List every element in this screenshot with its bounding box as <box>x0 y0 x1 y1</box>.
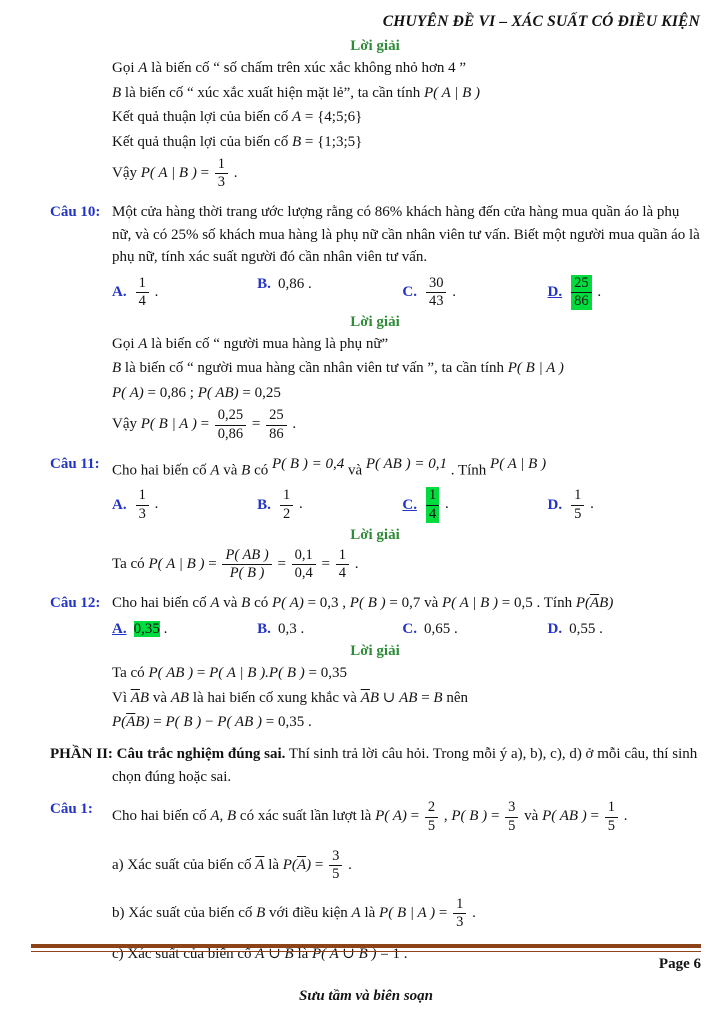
option-a <box>112 274 257 311</box>
text-run: nên <box>442 689 469 706</box>
math-run: P( B ) <box>451 808 488 825</box>
text-run: và <box>219 594 242 611</box>
fraction-denominator: 4 <box>138 292 146 309</box>
option-letter: A. <box>112 621 127 638</box>
option-c <box>402 274 547 311</box>
fraction-numerator: 1 <box>571 487 584 505</box>
math-run: B <box>112 84 122 101</box>
text-run: = 0,86 ; <box>143 384 198 401</box>
question-text <box>112 592 700 615</box>
text-run: . <box>593 283 602 300</box>
fraction <box>280 487 293 522</box>
text-run: và <box>219 461 242 478</box>
math-run: P( B | A ) <box>379 904 436 921</box>
fraction-denominator: P( B ) <box>229 564 265 581</box>
overline-math-run: $\overline{A}$ <box>255 856 265 873</box>
text-run: là <box>293 946 313 963</box>
text-run: = <box>248 416 265 433</box>
math-run: P( A | B ) <box>441 594 499 611</box>
fraction <box>292 547 316 582</box>
text-run: , <box>440 808 452 825</box>
solution-line <box>112 131 700 154</box>
statement-a <box>112 847 700 884</box>
fraction-denominator: 86 <box>269 425 284 442</box>
text-run: . <box>288 416 297 433</box>
math-run: B <box>139 689 150 706</box>
text-run: . <box>620 808 628 825</box>
math-run: P( A ∪ B ) <box>312 946 377 963</box>
text-run: 0,55 . <box>569 621 603 638</box>
solution-line <box>112 711 700 734</box>
text-run: Kết quả thuận lợi của biến cố <box>112 133 292 150</box>
fraction-numerator: 1 <box>605 799 618 817</box>
text-run: = <box>204 555 221 572</box>
text-run: = <box>193 665 210 682</box>
text-run: = <box>311 856 328 873</box>
text-run: = <box>273 555 290 572</box>
fraction-numerator: 0,1 <box>292 547 316 565</box>
math-run: ) <box>144 714 150 731</box>
question-text <box>112 201 700 269</box>
question-label: Câu 12: <box>50 594 101 611</box>
solution-line <box>112 382 700 405</box>
text-run: Cho hai biến cố <box>112 461 211 478</box>
fraction-denominator: 5 <box>574 505 582 522</box>
question-label: Câu 11: <box>50 455 100 472</box>
text-run: = <box>317 555 334 572</box>
text-run: = <box>487 808 504 825</box>
math-run: A <box>255 946 265 963</box>
highlighted-answer-fraction <box>426 487 439 522</box>
math-run: P( A | B ) <box>140 165 197 182</box>
math-run: B <box>433 689 443 706</box>
page-title: CHUYÊN ĐỀ VI – XÁC SUẤT CÓ ĐIỀU KIỆN <box>382 13 700 30</box>
fraction <box>215 156 228 191</box>
text-run: = <box>196 165 213 182</box>
math-run: P( A | B ).P( B ) <box>209 665 305 682</box>
text-run: . <box>150 496 159 513</box>
text-run: Thí sinh trả lời câu hỏi. Trong mỗi ý a), b), c), d) ở mỗi câu, thí sinh chọn đúng hoặc sai. <box>112 745 698 786</box>
text-run: Vì <box>112 689 131 706</box>
text-run: Một cửa hàng thời trang ước lượng rằng có 86% khách hàng đến cửa hàng mua quần áo là phụ nữ, và có 25% số khách mua hàng là phụ nữ cần nhân viên tư vấn. Biết một người mua quần áo là phụ nữ, tính xác suất người đó cần nhân viên tư vấn. <box>112 204 700 266</box>
solution-heading: Lời giải <box>350 526 400 543</box>
math-run: B <box>241 594 251 611</box>
text-run: = 0,3 , <box>303 594 350 611</box>
credit-line: Sưu tầm và biên soạn <box>298 988 433 1004</box>
fraction-numerator: 1 <box>280 487 293 505</box>
math-run: AB <box>170 689 190 706</box>
fraction-numerator: 1 <box>136 487 149 505</box>
math-run: AB <box>399 689 418 706</box>
solution-line <box>112 357 700 380</box>
text-run: = 0,35 <box>304 665 347 682</box>
text-run: là biến cố “ số chấm trên xúc xắc không nhỏ hơn 4 ” <box>147 60 467 76</box>
math-run: P( A) <box>112 384 144 401</box>
fraction-numerator: 30 <box>426 275 447 293</box>
fraction-numerator: 1 <box>426 487 439 505</box>
math-run: ) <box>608 594 614 611</box>
overline-math-run: $\overline{A}$ <box>590 594 600 611</box>
text-run: Kết quả thuận lợi của biến cố <box>112 109 292 125</box>
text-run: là biến cố “ xúc xắc xuất hiện mặt lẻ”, ta cần tính <box>121 84 424 101</box>
math-run: P( <box>112 714 127 731</box>
fraction-denominator: 0,86 <box>217 425 244 442</box>
question-label: Câu 1: <box>50 801 93 818</box>
solution-line <box>112 57 700 80</box>
text-run: . <box>448 283 456 300</box>
option-b <box>257 486 402 523</box>
fraction-denominator: 4 <box>338 564 346 581</box>
math-run: P( A) <box>272 594 304 611</box>
option-c <box>402 619 547 640</box>
math-run: B <box>369 689 380 706</box>
math-run: B <box>291 133 302 150</box>
overline-math-run: $\overline{A}$ <box>360 689 370 706</box>
math-run: P( A | B ) <box>490 455 547 472</box>
highlighted-answer: 0,35 <box>133 621 160 638</box>
text-run: a) Xác suất của biến cố <box>112 856 256 873</box>
math-run: A <box>210 594 220 611</box>
text-run: Vậy <box>112 165 141 182</box>
fraction-numerator: 1 <box>136 275 149 293</box>
option-letter: B. <box>257 275 271 292</box>
solution-line <box>112 333 700 356</box>
fraction-numerator: 25 <box>266 407 287 425</box>
text-run: . <box>159 621 168 638</box>
text-run: có <box>250 461 273 478</box>
fraction <box>426 275 447 310</box>
option-d <box>548 486 700 523</box>
text-run: là biến cố “ người mua hàng là phụ nữ” <box>147 335 389 352</box>
option-letter: D. <box>547 283 563 300</box>
text-run: = <box>586 808 603 825</box>
fraction <box>215 407 246 442</box>
fraction-denominator: 3 <box>456 913 464 930</box>
math-run: P( <box>282 856 297 873</box>
option-d <box>548 274 700 311</box>
highlighted-answer-fraction <box>571 275 592 310</box>
math-run: B <box>241 461 251 478</box>
text-run: 0,3 . <box>277 621 305 638</box>
fraction-denominator: 0,4 <box>294 564 313 581</box>
fraction-denominator: 3 <box>217 174 226 191</box>
text-run: có xác suất lần lượt là <box>236 808 376 825</box>
math-run: P( B ) <box>165 714 202 731</box>
text-run: = <box>149 714 166 731</box>
fraction <box>425 799 438 834</box>
fraction-denominator: 86 <box>574 292 589 309</box>
math-run: B <box>284 946 294 963</box>
text-run: 0,86 . <box>277 275 312 292</box>
solution-line <box>112 662 700 685</box>
solution-line <box>112 546 700 583</box>
options-row <box>112 483 700 524</box>
math-run: A <box>138 335 148 352</box>
math-run: P( B ) = 0,4 <box>272 455 345 472</box>
fraction <box>136 487 149 522</box>
math-run: A, B <box>210 808 237 825</box>
text-run: . <box>150 283 159 300</box>
math-run: P( AB ) <box>148 665 194 682</box>
text-run: = 0,7 và <box>385 594 442 611</box>
bold-run: PHẦN II: Câu trắc nghiệm đúng sai. <box>50 745 286 762</box>
option-c <box>402 486 547 523</box>
fraction-denominator: 2 <box>282 505 291 522</box>
text-run: = <box>417 689 434 706</box>
option-a <box>112 619 257 640</box>
option-letter: C. <box>402 621 417 638</box>
option-letter: A. <box>112 283 127 300</box>
math-run: P( B | A ) <box>507 360 564 377</box>
text-run: = {4;5;6} <box>301 109 363 125</box>
text-run: ∪ <box>379 689 400 706</box>
solution-heading: Lời giải <box>350 313 400 330</box>
math-run: A <box>210 461 220 478</box>
fraction <box>266 407 287 442</box>
text-run: − <box>201 714 218 731</box>
text-run: . Tính <box>446 461 491 478</box>
text-run: Cho hai biến cố <box>112 594 211 611</box>
math-run: A <box>138 60 148 76</box>
math-run: A <box>291 109 302 125</box>
text-run: . <box>441 496 449 513</box>
footer-rule <box>31 944 701 952</box>
option-letter: B. <box>257 496 271 513</box>
solution-line <box>112 406 700 443</box>
option-letter: D. <box>547 496 563 513</box>
fraction <box>136 275 149 310</box>
options-row <box>112 271 700 312</box>
question-label: Câu 10: <box>50 204 101 221</box>
text-run: và <box>344 461 366 478</box>
math-run: B <box>112 360 122 377</box>
option-letter: D. <box>547 621 563 638</box>
math-run: ) <box>306 856 312 873</box>
page-footer <box>31 944 701 1005</box>
text-run: = {1;3;5} <box>301 133 363 150</box>
text-run: = <box>406 808 423 825</box>
text-run: có <box>250 594 273 611</box>
question-text <box>112 798 700 835</box>
overline-math-run: $\overline{A}$ <box>126 714 136 731</box>
math-run: B <box>135 714 145 731</box>
fraction <box>453 896 466 931</box>
text-run: Ta có <box>112 665 149 682</box>
math-run: P( A) <box>375 808 407 825</box>
fraction-numerator: 1 <box>215 156 228 174</box>
fraction-numerator: 0,25 <box>215 407 246 425</box>
option-letter: B. <box>257 621 271 638</box>
text-run: = 0,5 . Tính <box>498 594 576 611</box>
text-run: . <box>468 904 476 921</box>
text-run: = <box>196 416 213 433</box>
text-run: . <box>295 496 303 513</box>
fraction <box>605 799 618 834</box>
math-run: P( B ) <box>349 594 386 611</box>
fraction-denominator: 5 <box>607 817 616 834</box>
text-run: . <box>344 856 352 873</box>
math-run: B <box>599 594 609 611</box>
text-run: . <box>230 165 238 182</box>
text-run: c) Xác suất của biến cố <box>112 946 256 963</box>
fraction <box>329 848 342 883</box>
fraction <box>505 799 518 834</box>
question-11 <box>50 451 700 583</box>
math-run: P( B | A ) <box>140 416 197 433</box>
option-letter: C. <box>402 283 417 300</box>
option-a <box>112 486 257 523</box>
math-run: A <box>351 904 361 921</box>
overline-math-run: $\overline{A}$ <box>296 856 307 873</box>
math-run: P( A | B ) <box>423 84 481 101</box>
page-number: Page 6 <box>658 956 701 972</box>
text-run: là <box>264 856 283 873</box>
question-text <box>112 453 700 482</box>
solution-line <box>112 82 700 105</box>
fraction-denominator: 5 <box>508 817 516 834</box>
text-run: . <box>586 496 594 513</box>
text-run: và <box>149 689 171 706</box>
fraction-denominator: 5 <box>427 817 436 834</box>
fraction <box>571 487 584 522</box>
options-row <box>112 616 700 641</box>
text-run: là <box>360 904 380 921</box>
fraction-numerator: 2 <box>425 799 438 817</box>
overline-math-run: $\overline{A}$ <box>130 689 140 706</box>
option-b <box>257 619 402 640</box>
fraction-numerator: 25 <box>571 275 592 293</box>
solution-heading: Lời giải <box>350 38 400 54</box>
fraction-numerator: 1 <box>336 547 349 565</box>
text-run: = 1 . <box>376 946 408 963</box>
text-run: là hai biến cố xung khắc và <box>189 689 361 706</box>
math-run: P( AB ) <box>542 808 587 825</box>
option-letter: A. <box>112 496 127 513</box>
part-heading <box>50 743 700 790</box>
statement-b <box>112 895 700 932</box>
math-run: P( <box>575 594 590 611</box>
math-run: B <box>256 904 266 921</box>
math-run: P( AB) <box>197 384 239 401</box>
text-run: và <box>520 808 543 825</box>
text-run: = <box>435 904 452 921</box>
text-run: là biến cố “ người mua hàng cần nhân viên tư vấn ”, ta cần tính <box>121 360 508 377</box>
fraction-denominator: 3 <box>138 505 146 522</box>
question-10 <box>50 199 700 443</box>
text-run: = 0,35 . <box>262 714 312 731</box>
text-run: Gọi <box>112 335 139 352</box>
text-run: . <box>351 555 359 572</box>
text-run: Cho hai biến cố <box>112 808 211 825</box>
fraction-denominator: 5 <box>332 865 340 882</box>
fraction-numerator: 1 <box>453 896 466 914</box>
question-12 <box>50 590 700 734</box>
text-run: 0,65 . <box>423 621 458 638</box>
fraction-denominator: 4 <box>428 505 437 522</box>
text-run: Gọi <box>112 60 139 76</box>
solution-heading: Lời giải <box>350 643 400 660</box>
fraction-numerator: 3 <box>505 799 518 817</box>
math-run: P( A | B ) <box>148 555 205 572</box>
option-letter: C. <box>402 496 417 513</box>
fraction-denominator: 43 <box>428 292 444 309</box>
text-run: với điều kiện <box>265 904 352 921</box>
text-run: Ta có <box>112 555 149 572</box>
text-run: = 0,25 <box>238 384 281 401</box>
text-run: ∪ <box>264 946 285 963</box>
fraction <box>222 547 271 582</box>
math-run: P( AB ) = 0,1 <box>365 455 447 472</box>
solution-line <box>112 687 700 710</box>
question-1-part2 <box>50 796 700 967</box>
option-b <box>257 274 402 311</box>
math-run: P( AB ) <box>217 714 262 731</box>
text-run: Vậy <box>112 416 141 433</box>
fraction-numerator: 3 <box>329 848 342 866</box>
fraction-numerator: P( AB ) <box>222 547 271 565</box>
text-run: b) Xác suất của biến cố <box>112 904 257 921</box>
option-d <box>548 619 700 640</box>
fraction <box>336 547 349 582</box>
solution-line <box>112 106 700 129</box>
solution-line <box>112 155 700 192</box>
